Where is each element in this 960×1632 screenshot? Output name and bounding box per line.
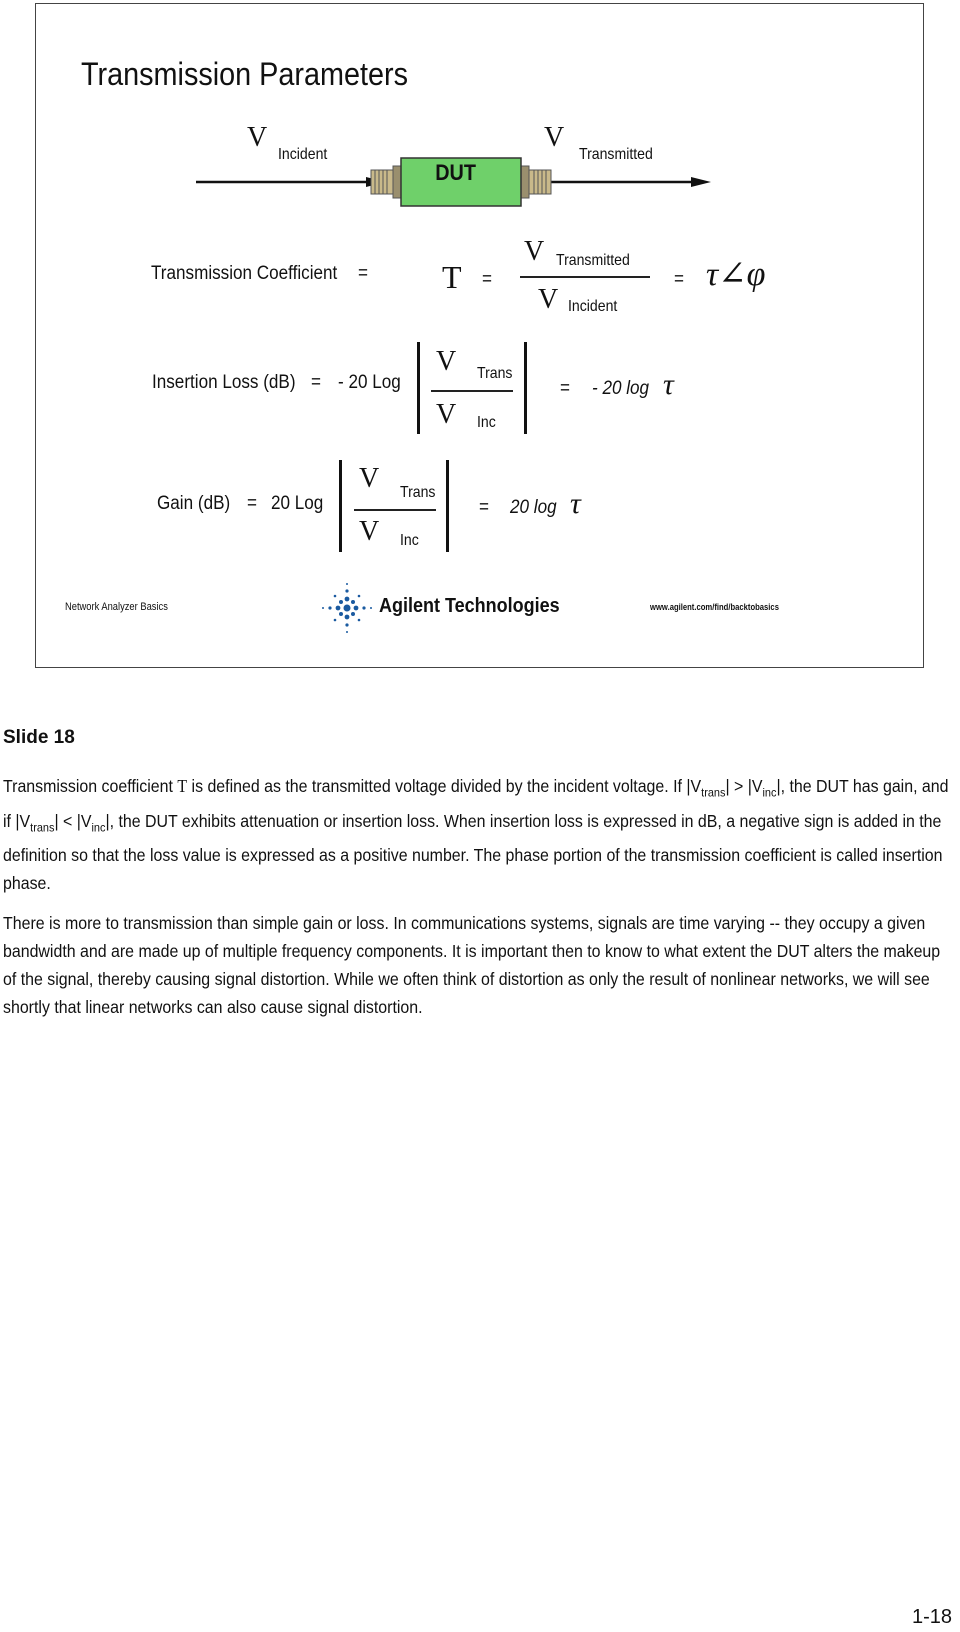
gain-result-equals: = xyxy=(479,497,489,518)
p1-text-b: is defined as the transmitted voltage divided by the incident voltage. If |V xyxy=(187,776,702,796)
notes-paragraph-2: There is more to transmission than simple gain or loss. In communications systems, signals are time varying -- they occupy a given bandwidth and are made up of multiple frequency components. It is important then to know to what extent the DUT alters the makeup of the signal, thereby causing signal distortion. While we often think of distortion as only the result of nonlinear networks, we will see shortly that linear networks can also cause signal distortion. xyxy=(3,913,941,1017)
slide-frame xyxy=(35,3,924,668)
den-sub: Incident xyxy=(568,298,618,315)
coefficient-fraction-line xyxy=(520,276,650,278)
gain-inc-sub: Inc xyxy=(400,532,419,549)
agilent-spark-logo-icon xyxy=(321,582,373,634)
v-transmitted-letter: V xyxy=(544,122,565,153)
p1-text-f: |, the DUT exhibits attenuation or insertion loss. When insertion loss is expressed in dB, a negative sign is added in the definition so that the loss value is expressed as a positive number. The phase portion of the transmission coefficient is called insertion phase. xyxy=(3,810,943,893)
p1-T-symbol: T xyxy=(177,776,188,796)
tau-equals: = xyxy=(674,269,684,290)
right-connector-icon xyxy=(521,166,551,198)
gain-v-den: V xyxy=(359,516,380,547)
notes-paragraph-1 xyxy=(3,772,954,897)
gain-tau: τ xyxy=(570,487,581,520)
gain-v-num: V xyxy=(359,463,380,494)
abs-bar-right xyxy=(524,342,527,434)
p1-text-c: | > |V xyxy=(725,776,763,796)
p1-text-d: |, the DUT has gain, and if |V xyxy=(3,776,949,831)
il-tau: τ xyxy=(663,368,674,401)
coefficient-equals: = xyxy=(358,263,368,284)
v-incident-letter: V xyxy=(247,122,268,153)
num-sub: Transmitted xyxy=(556,252,630,269)
gain-abs-bar-right xyxy=(446,460,449,552)
transmitted-label: Transmitted xyxy=(579,146,653,163)
slide-number-label: Slide 18 xyxy=(3,727,75,748)
company-name: Agilent Technologies xyxy=(379,595,560,617)
il-inc-sub: Inc xyxy=(477,414,496,431)
p1-trans-sub-1: trans xyxy=(701,785,726,800)
notes-body xyxy=(3,772,949,1033)
gain-abs-bar-left xyxy=(339,460,342,552)
dut-label: DUT xyxy=(435,160,476,185)
insertion-loss-equals: = xyxy=(311,372,321,393)
gain-20-log: 20 log xyxy=(510,497,557,518)
il-v-num: V xyxy=(436,346,457,377)
slide-title: Transmission Parameters xyxy=(81,56,409,92)
abs-bar-left xyxy=(417,342,420,434)
p1-text-e: | < |V xyxy=(54,810,92,831)
footer-left-text: Network Analyzer Basics xyxy=(65,601,168,613)
plus-20-log: 20 Log xyxy=(271,493,324,514)
v-num-letter: V xyxy=(524,236,545,267)
incident-label: Incident xyxy=(278,146,328,163)
p1-inc-sub-2: inc xyxy=(91,820,106,834)
p1-trans-sub-2: trans xyxy=(30,820,55,834)
coefficient-label: Transmission Coefficient xyxy=(151,263,338,284)
gain-equals: = xyxy=(247,493,257,514)
v-den-letter: V xyxy=(538,284,559,315)
il-v-den: V xyxy=(436,399,457,430)
minus-20-log: - 20 Log xyxy=(338,372,401,393)
gain-trans-sub: Trans xyxy=(400,484,436,501)
il-trans-sub: Trans xyxy=(477,365,513,382)
gain-fraction-line xyxy=(354,509,436,511)
transmitted-arrowhead xyxy=(691,177,711,187)
p1-text-a: Transmission coefficient xyxy=(3,776,178,796)
tau-phi: τ∠φ xyxy=(706,256,766,293)
gain-label: Gain (dB) xyxy=(157,493,231,514)
il-fraction-line xyxy=(431,390,513,392)
T-symbol: T xyxy=(442,259,462,295)
insertion-loss-label: Insertion Loss (dB) xyxy=(152,372,296,393)
page-number: 1-18 xyxy=(912,1606,953,1628)
il-result-equals: = xyxy=(560,378,570,399)
left-connector-icon xyxy=(371,166,401,198)
p1-inc-sub-1: inc xyxy=(762,785,777,800)
footer-url[interactable]: www.agilent.com/find/backtobasics xyxy=(650,602,779,612)
T-equals: = xyxy=(482,269,492,290)
il-minus-20-log: - 20 log xyxy=(592,378,650,399)
